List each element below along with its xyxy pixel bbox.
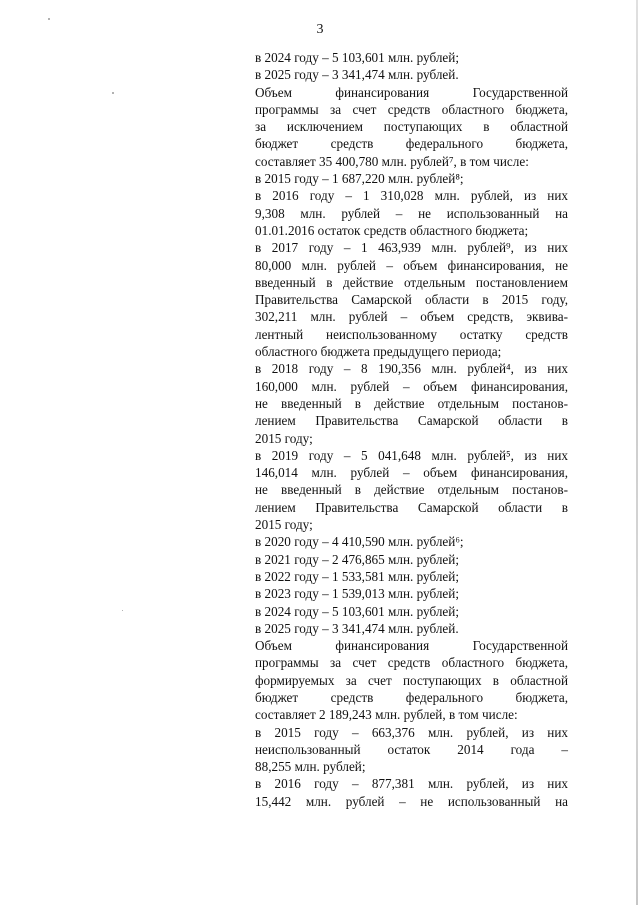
scan-edge-shadow bbox=[636, 0, 638, 905]
text-line: в 2025 году – 3 341,474 млн. рублей. bbox=[255, 67, 459, 83]
text-line: не введенный в действие отдельным постанов- bbox=[255, 482, 568, 498]
text-line: программы за счет средств областного бюджета, bbox=[255, 655, 568, 671]
text-line: лением Правительства Самарской области в bbox=[255, 413, 568, 429]
text-line: 160,000 млн. рублей – объем финансирования, bbox=[255, 378, 568, 394]
text-line: в 2024 году – 5 103,601 млн. рублей; bbox=[255, 603, 459, 619]
text-line: Правительства Самарской области в 2015 году, bbox=[255, 292, 568, 308]
text-line: Объем финансирования Государственной bbox=[255, 84, 568, 100]
text-column bbox=[255, 49, 568, 810]
text-line: введенный в действие отдельным постановлением bbox=[255, 274, 568, 290]
text-line: составляет 35 400,780 млн. рублей⁷, в том числе: bbox=[255, 153, 529, 169]
text-line: в 2021 году – 2 476,865 млн. рублей; bbox=[255, 551, 459, 567]
text-line: за исключением поступающих в областной bbox=[255, 119, 568, 135]
text-line: 01.01.2016 остаток средств областного бюджета; bbox=[255, 222, 529, 238]
text-line: в 2024 году – 5 103,601 млн. рублей; bbox=[255, 50, 459, 65]
text-line: составляет 2 189,243 млн. рублей, в том числе: bbox=[255, 707, 518, 723]
text-line: 9,308 млн. рублей – не использованный на bbox=[255, 205, 568, 221]
page-number: 3 bbox=[316, 22, 324, 37]
text-line: в 2018 году – 8 190,356 млн. рублей⁴, из них bbox=[255, 361, 568, 377]
text-line: в 2016 году – 1 310,028 млн. рублей, из них bbox=[255, 188, 568, 204]
text-line: областного бюджета предыдущего периода; bbox=[255, 344, 502, 360]
text-line: в 2025 году – 3 341,474 млн. рублей. bbox=[255, 620, 459, 636]
text-line: бюджет средств федерального бюджета, bbox=[255, 689, 568, 705]
text-line: лением Правительства Самарской области в bbox=[255, 499, 568, 515]
text-line: 80,000 млн. рублей – объем финансирования, не bbox=[255, 257, 568, 273]
text-line: в 2022 году – 1 533,581 млн. рублей; bbox=[255, 568, 459, 584]
scan-speck bbox=[48, 18, 50, 20]
text-line: 15,442 млн. рублей – не использованный на bbox=[255, 793, 568, 809]
text-line: не введенный в действие отдельным постанов- bbox=[255, 395, 568, 411]
text-line: в 2016 году – 877,381 млн. рублей, из них bbox=[255, 776, 568, 792]
text-line: в 2015 году – 663,376 млн. рублей, из них bbox=[255, 724, 568, 740]
text-line: 2015 году; bbox=[255, 430, 313, 446]
text-line: в 2017 году – 1 463,939 млн. рублей⁹, из них bbox=[255, 240, 568, 256]
text-line: программы за счет средств областного бюджета, bbox=[255, 101, 568, 117]
text-line: бюджет средств федерального бюджета, bbox=[255, 136, 568, 152]
text-line: в 2020 году – 4 410,590 млн. рублей⁶; bbox=[255, 534, 464, 550]
text-line: неиспользованный остаток 2014 года – bbox=[255, 741, 568, 757]
text-line: 2015 году; bbox=[255, 517, 313, 533]
scan-speck bbox=[122, 610, 123, 611]
text-line: 88,255 млн. рублей; bbox=[255, 759, 366, 775]
text-line: в 2023 году – 1 539,013 млн. рублей; bbox=[255, 586, 459, 602]
text-line: 302,211 млн. рублей – объем средств, эквива- bbox=[255, 309, 568, 325]
scan-speck bbox=[112, 92, 114, 94]
text-line: Объем финансирования Государственной bbox=[255, 638, 568, 654]
text-line: в 2015 году – 1 687,220 млн. рублей⁸; bbox=[255, 171, 464, 187]
text-line: в 2019 году – 5 041,648 млн. рублей⁵, из них bbox=[255, 447, 568, 463]
text-line: формируемых за счет поступающих в областной bbox=[255, 672, 568, 688]
text-line: лентный неиспользованному остатку средств bbox=[255, 326, 568, 342]
text-line: 146,014 млн. рублей – объем финансирования, bbox=[255, 465, 568, 481]
